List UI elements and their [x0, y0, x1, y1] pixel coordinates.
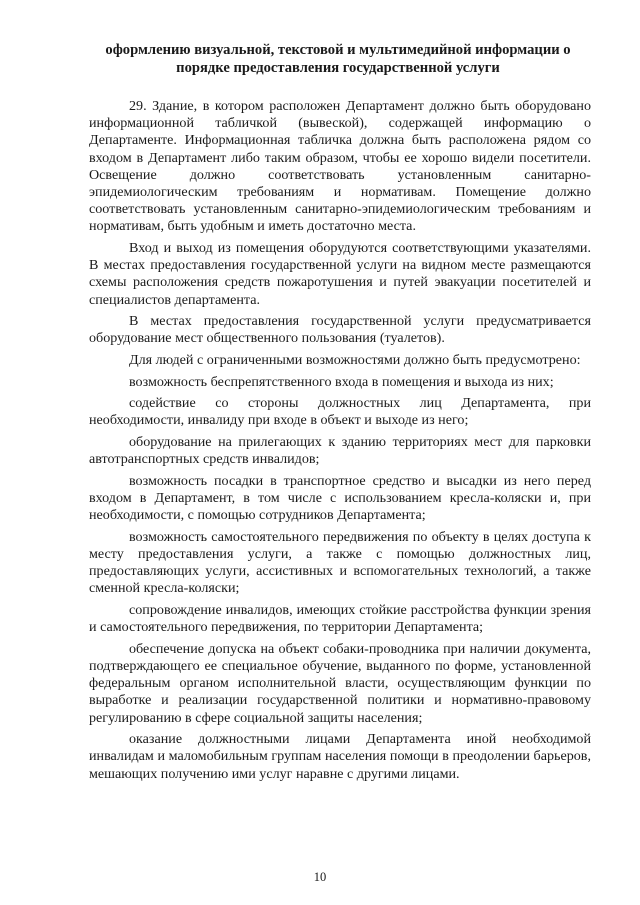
list-item-vehicle-boarding: возможность посадки в транспортное средство и высадки из него перед входом в Департамент, в том числе с использованием кресла-коляски и, при необходимости, с помощью сотрудников Департамента; — [89, 472, 591, 524]
body-text — [89, 98, 591, 787]
paragraph-public-facilities: В местах предоставления государственной услуги предусматривается оборудование мест общественного пользования (туалетов). — [89, 313, 591, 347]
page-number: 10 — [313, 870, 327, 884]
section-heading: оформлению визуальной, текстовой и мультимедийной информации о порядке предоставления государственной услуги — [105, 42, 571, 76]
list-item-guide-dog: обеспечение допуска на объект собаки-проводника при наличии документа, подтверждающего ее специальное обучение, выданного по форме, установленной федеральным органом исполнительной власти, осуществляющим функции по выработке и реализации государственной политики и нормативно-правовому регулированию в сфере социальной защиты населения; — [89, 640, 591, 726]
paragraph-29-building: 29. Здание, в котором расположен Департамент должно быть оборудовано информационной табличкой (вывеской), содержащей информацию о Департаменте. Информационная табличка должна быть расположена рядом со входом в Департамент либо таким образом, чтобы ее хорошо видели посетители. Освещение должно соответствовать установленным санитарно-эпидемиологическим требованиям и нормативам. Помещение должно соответствовать установленным санитарно-эпидемиологическим требованиям и нормативам, быть удобным и иметь достаточно места. — [89, 98, 591, 235]
paragraph-disabilities-intro: Для людей с ограниченными возможностями должно быть предусмотрено: — [129, 352, 581, 369]
list-item-parking: оборудование на прилегающих к зданию территориях мест для парковки автотранспортных средств инвалидов; — [89, 434, 591, 468]
list-item-independent-movement: возможность самостоятельного передвижения по объекту в целях доступа к месту предоставления услуги, а также с помощью должностных лиц, предоставляющих услуги, ассистивных и вспомогательных технологий, а также сменной кресла-коляски; — [89, 528, 591, 597]
list-item-escort: сопровождение инвалидов, имеющих стойкие расстройства функции зрения и самостоятельного передвижения, по территории Департамента; — [89, 602, 591, 636]
list-item-staff-assistance: содействие со стороны должностных лиц Департамента, при необходимости, инвалиду при входе в объект и выходе из него; — [89, 395, 591, 429]
list-item-free-access: возможность беспрепятственного входа в помещения и выхода из них; — [129, 373, 554, 390]
paragraph-entrance-signs: Вход и выход из помещения оборудуются соответствующими указателями. В местах предоставления государственной услуги на видном месте размещаются схемы расположения средств пожаротушения и путей эвакуации посетителей и специалистов департамента. — [89, 240, 591, 308]
list-item-other-help: оказание должностными лицами Департамента иной необходимой инвалидам и маломобильным группам населения помощи в преодолении барьеров, мешающих получению ими услуг наравне с другими лицами. — [89, 731, 591, 782]
